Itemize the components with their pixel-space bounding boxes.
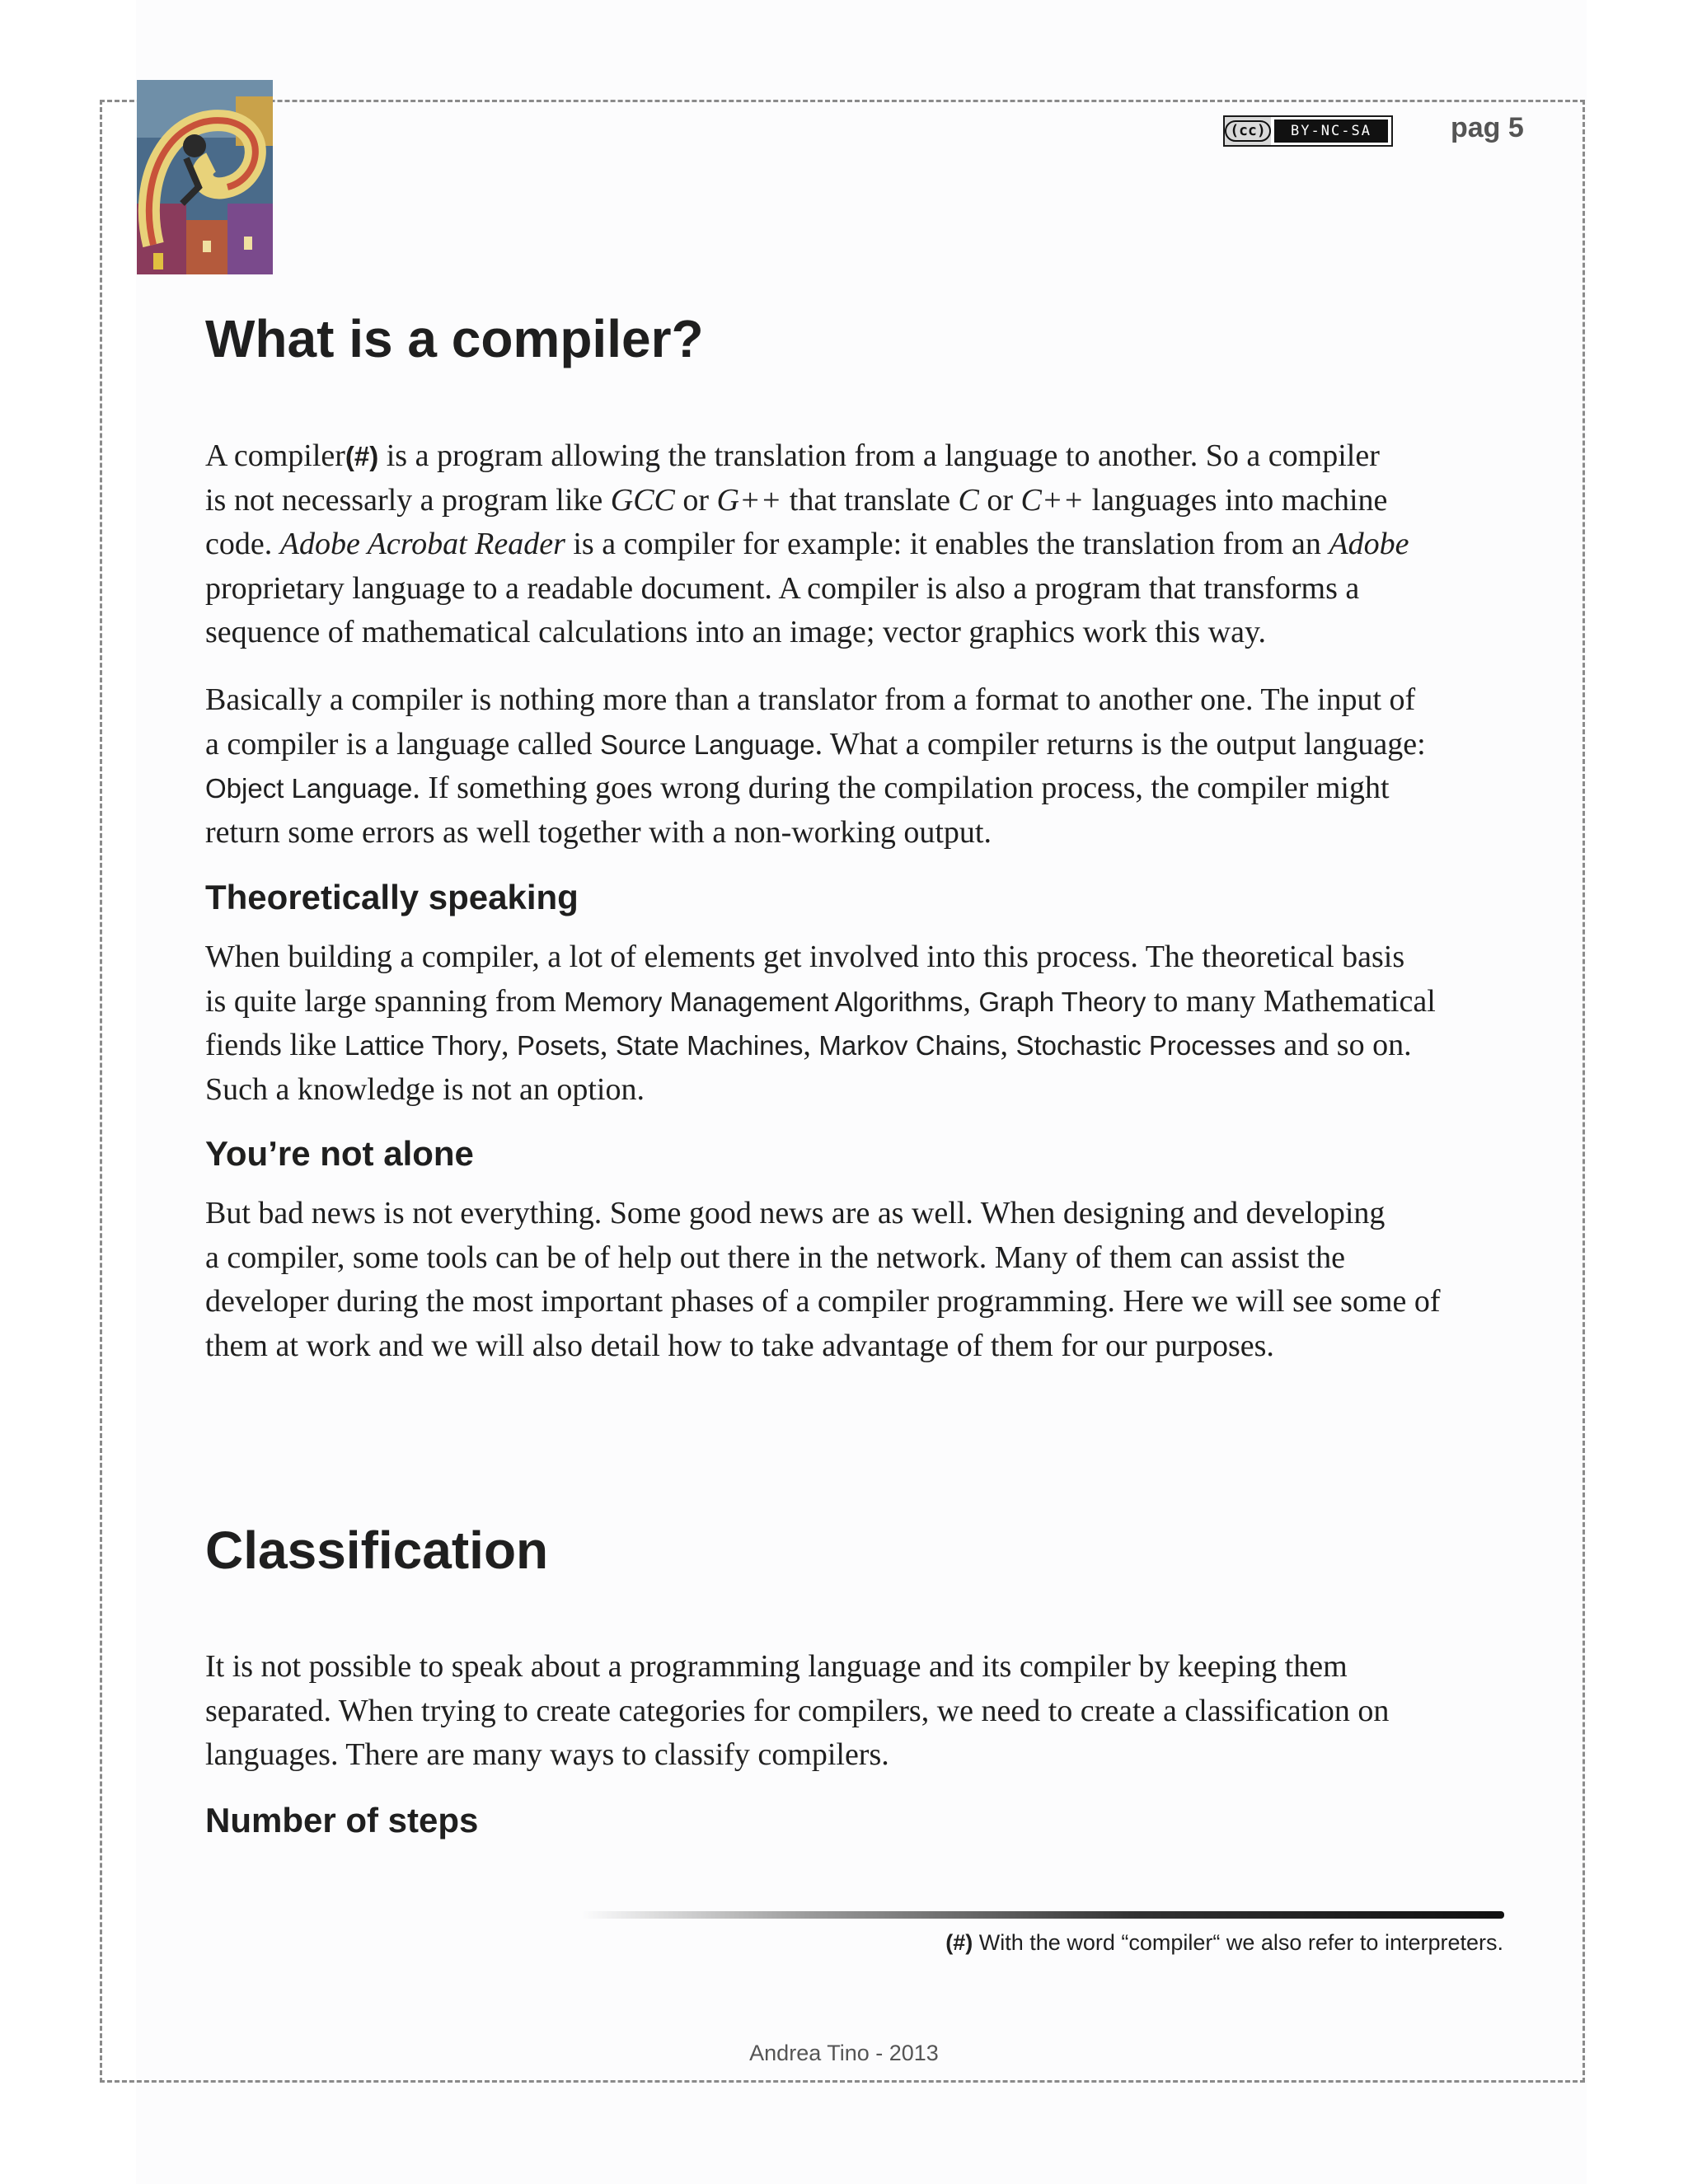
footnote-marker: (#) xyxy=(945,1930,973,1955)
heading-classification: Classification xyxy=(205,1521,549,1580)
text-line: Basically a compiler is nothing more than a translator from a format to another one. The input of xyxy=(205,682,1416,717)
text-line: fiends like Lattice Thory, Posets, State Machines, Markov Chains, Stochastic Processes and so on. xyxy=(205,1028,1412,1062)
text-line: a compiler is a language called Source Language. What a compiler returns is the output language: xyxy=(205,726,1426,762)
heading-youre-not-alone: You’re not alone xyxy=(205,1134,474,1173)
text-line: developer during the most important phases of a compiler programming. Here we will see some of xyxy=(205,1284,1441,1319)
text-line: Such a knowledge is not an option. xyxy=(205,1071,645,1107)
text-line: languages. There are many ways to classify compilers. xyxy=(205,1737,889,1772)
paragraph-what-is-2 xyxy=(205,678,1524,855)
text-line: is quite large spanning from Memory Management Algorithms, Graph Theory to many Mathematical xyxy=(205,983,1436,1019)
text-line: is not necessarly a program like GCC or G++ that translate C or C++ languages into machine xyxy=(205,482,1388,518)
text-line: them at work and we will also detail how to take advantage of them for our purposes. xyxy=(205,1328,1274,1363)
footer-author: Andrea Tino - 2013 xyxy=(749,2041,939,2065)
text-line: But bad news is not everything. Some good news are as well. When designing and developing xyxy=(205,1196,1386,1230)
footnote-text: With the word “compiler“ we also refer to interpreters. xyxy=(973,1930,1503,1955)
text-line: It is not possible to speak about a programming language and its compiler by keeping them xyxy=(205,1649,1348,1684)
paragraph-theory xyxy=(205,935,1524,1112)
paragraph-classification xyxy=(205,1645,1524,1778)
text-line: separated. When trying to create categories for compilers, we need to create a classification on xyxy=(205,1693,1390,1728)
cover-artwork-image xyxy=(137,80,273,274)
text-line: code. Adobe Acrobat Reader is a compiler for example: it enables the translation from an Adobe xyxy=(205,527,1409,561)
cc-license-badge[interactable] xyxy=(1223,115,1393,147)
heading-theoretically-speaking: Theoretically speaking xyxy=(205,878,579,916)
term-source-language: Source Language xyxy=(600,729,815,760)
page-number: pag 5 xyxy=(1451,112,1524,143)
text-line: return some errors as well together with a non-working output. xyxy=(205,814,992,850)
paragraph-what-is-1 xyxy=(205,434,1524,655)
text-line: proprietary language to a readable document. A compiler is also a program that transforms a xyxy=(205,570,1360,606)
heading-what-is-a-compiler: What is a compiler? xyxy=(205,309,704,368)
footnote-reference: (#) xyxy=(345,441,379,471)
paragraph-not-alone xyxy=(205,1192,1524,1368)
term-object-language: Object Language xyxy=(205,773,413,804)
text-line: A compiler(#) is a program allowing the translation from a language to another. So a compiler xyxy=(205,438,1380,473)
text-line: Object Language. If something goes wrong during the compilation process, the compiler might xyxy=(205,771,1390,805)
heading-number-of-steps: Number of steps xyxy=(205,1801,479,1840)
cc-license-terms: BY-NC-SA xyxy=(1274,120,1388,143)
footnote xyxy=(945,1930,1503,1956)
text-line: When building a compiler, a lot of elements get involved into this process. The theoretical basis xyxy=(205,940,1405,974)
text-line: a compiler, some tools can be of help out there in the network. Many of them can assist the xyxy=(205,1240,1345,1275)
text-line: sequence of mathematical calculations into an image; vector graphics work this way. xyxy=(205,615,1266,649)
footnote-divider xyxy=(581,1911,1504,1919)
cc-logo-icon: (cc) xyxy=(1225,117,1271,145)
